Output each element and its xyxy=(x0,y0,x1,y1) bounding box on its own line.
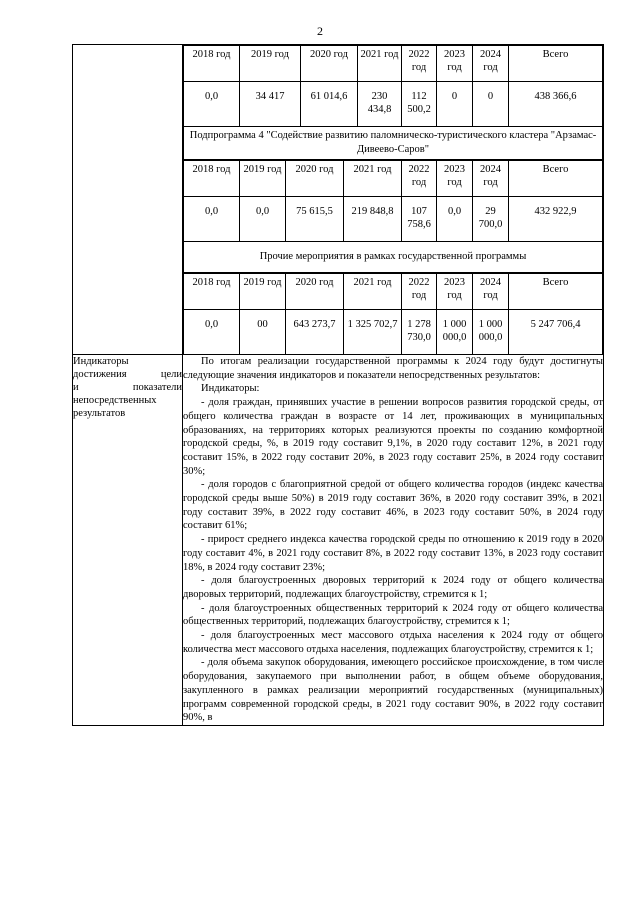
value-cell: 1 000 000,0 xyxy=(437,310,473,355)
value-cell: 00 xyxy=(240,310,286,355)
value-cell: 75 615,5 xyxy=(286,197,344,242)
financing-cell xyxy=(183,45,604,355)
year-header: 2020 год xyxy=(301,46,358,82)
value-cell: 34 417 xyxy=(240,82,301,127)
page-number: 2 xyxy=(317,24,323,38)
values-row xyxy=(184,310,603,355)
financing-table-subprogram-4 xyxy=(183,160,603,273)
indicators-intro: По итогам реализации государственной программы к 2024 году будут достигнуты следующие значения индикаторов и показатели непосредственных результатов: xyxy=(183,356,603,381)
subprogram-4-title: Подпрограмма 4 "Содействие развитию паломническо-туристического кластера "Арзамас-Дивеево-Саров" xyxy=(184,127,603,160)
year-header-row xyxy=(184,274,603,310)
indicators-label-line: непосредственных xyxy=(73,395,157,406)
year-header: 2019 год xyxy=(240,46,301,82)
value-cell: 1 000 000,0 xyxy=(473,310,509,355)
year-header-row xyxy=(184,46,603,82)
year-header: 2024 год xyxy=(473,161,509,197)
indicators-label xyxy=(73,355,183,726)
indicators-label-line: Индикаторы xyxy=(73,356,129,367)
year-header: 2018 год xyxy=(184,46,240,82)
value-cell: 0,0 xyxy=(184,82,240,127)
year-header: 2018 год xyxy=(184,161,240,197)
year-header: 2024 год xyxy=(473,46,509,82)
year-header: 2021 год xyxy=(344,274,402,310)
year-header: 2022 год xyxy=(402,46,437,82)
year-header: 2022 год xyxy=(402,161,437,197)
other-activities-title: Прочие мероприятия в рамках государственной программы xyxy=(184,242,603,273)
indicator-item: - доля объема закупок оборудования, имеющего российское происхождение, в том числе оборудования, закупаемого при выполнении работ, в общем объеме оборудования, закупленного в рамках реализации мероприятий государственных (муниципальных) программ современной городской среды, в 2021 году составит 90%, в 2022 году составит 90%, в xyxy=(183,657,603,724)
indicators-heading: Индикаторы: xyxy=(201,383,260,395)
value-cell: 0 xyxy=(437,82,473,127)
indicators-row xyxy=(73,355,604,726)
indicator-item: - доля благоустроенных мест массового отдыха населения к 2024 году от общего количества мест массового отдыха населения, подлежащих благоустройству, стремится к 1; xyxy=(183,630,603,655)
value-cell: 0,0 xyxy=(240,197,286,242)
value-cell: 61 014,6 xyxy=(301,82,358,127)
total-value-cell: 5 247 706,4 xyxy=(509,310,603,355)
total-value-cell: 438 366,6 xyxy=(509,82,603,127)
value-cell: 0,0 xyxy=(184,310,240,355)
year-header: 2020 год xyxy=(286,161,344,197)
year-header: 2021 год xyxy=(358,46,402,82)
year-header: 2023 год xyxy=(437,274,473,310)
financing-label-cell xyxy=(73,45,183,355)
value-cell: 230 434,8 xyxy=(358,82,402,127)
total-header: Всего xyxy=(509,161,603,197)
indicators-label-line: результатов xyxy=(73,408,126,419)
year-header: 2022 год xyxy=(402,274,437,310)
total-value-cell: 432 922,9 xyxy=(509,197,603,242)
year-header: 2024 год xyxy=(473,274,509,310)
year-header: 2019 год xyxy=(240,161,286,197)
year-header: 2023 год xyxy=(437,46,473,82)
passport-table xyxy=(72,44,604,726)
value-cell: 29 700,0 xyxy=(473,197,509,242)
year-header: 2023 год xyxy=(437,161,473,197)
financing-table-top xyxy=(183,45,603,160)
year-header-row xyxy=(184,161,603,197)
total-header: Всего xyxy=(509,46,603,82)
values-row xyxy=(184,82,603,127)
value-cell: 0,0 xyxy=(437,197,473,242)
year-header: 2020 год xyxy=(286,274,344,310)
year-header: 2019 год xyxy=(240,274,286,310)
indicator-item: - доля городов с благоприятной средой от общего количества городов (индекс качества городской среды выше 50%) в 2019 году составит 36%, в 2020 году составит 39%, в 2021 году составит 39%, в 2022 году составит 46%, в 2023 году составит 50%, в 2024 году составит 61%; xyxy=(183,479,603,532)
indicators-label-line: достижения цели xyxy=(73,369,182,380)
value-cell: 0,0 xyxy=(184,197,240,242)
value-cell: 107 758,6 xyxy=(402,197,437,242)
financing-table-other xyxy=(183,273,603,355)
total-header: Всего xyxy=(509,274,603,310)
value-cell: 112 500,2 xyxy=(402,82,437,127)
indicators-text xyxy=(183,355,604,726)
year-header: 2018 год xyxy=(184,274,240,310)
indicator-item: - прирост среднего индекса качества городской среды по отношению к 2019 году в 2020 году составит 4%, в 2021 году составит 8%, в 2022 году составит 13%, в 2023 году составит 18%, в 2024 году составит 23%; xyxy=(183,534,603,573)
indicator-item: - доля граждан, принявших участие в решении вопросов развития городской среды, от общего количества граждан в возрасте от 14 лет, проживающих в муниципальных образованиях, на территориях которых реализуются проекты по созданию комфортной городской среды, %, в 2019 году составит 9,1%, в 2020 году составит 12%, в 2021 году составит 15%, в 2022 году составит 20%, в 2023 году составит 25%, в 2024 году составит 30%; xyxy=(183,397,603,477)
values-row xyxy=(184,197,603,242)
value-cell: 219 848,8 xyxy=(344,197,402,242)
value-cell: 643 273,7 xyxy=(286,310,344,355)
indicators-label-line: и показатели xyxy=(73,382,182,393)
value-cell: 0 xyxy=(473,82,509,127)
financing-row xyxy=(73,45,604,355)
value-cell: 1 325 702,7 xyxy=(344,310,402,355)
year-header: 2021 год xyxy=(344,161,402,197)
value-cell: 1 278 730,0 xyxy=(402,310,437,355)
indicator-item: - доля благоустроенных дворовых территорий к 2024 году от общего количества дворовых территорий, подлежащих благоустройству, стремится к 1; xyxy=(183,575,603,600)
indicator-item: - доля благоустроенных общественных территорий к 2024 году от общего количества общественных территорий, подлежащих благоустройству, стремится к 1; xyxy=(183,602,603,628)
